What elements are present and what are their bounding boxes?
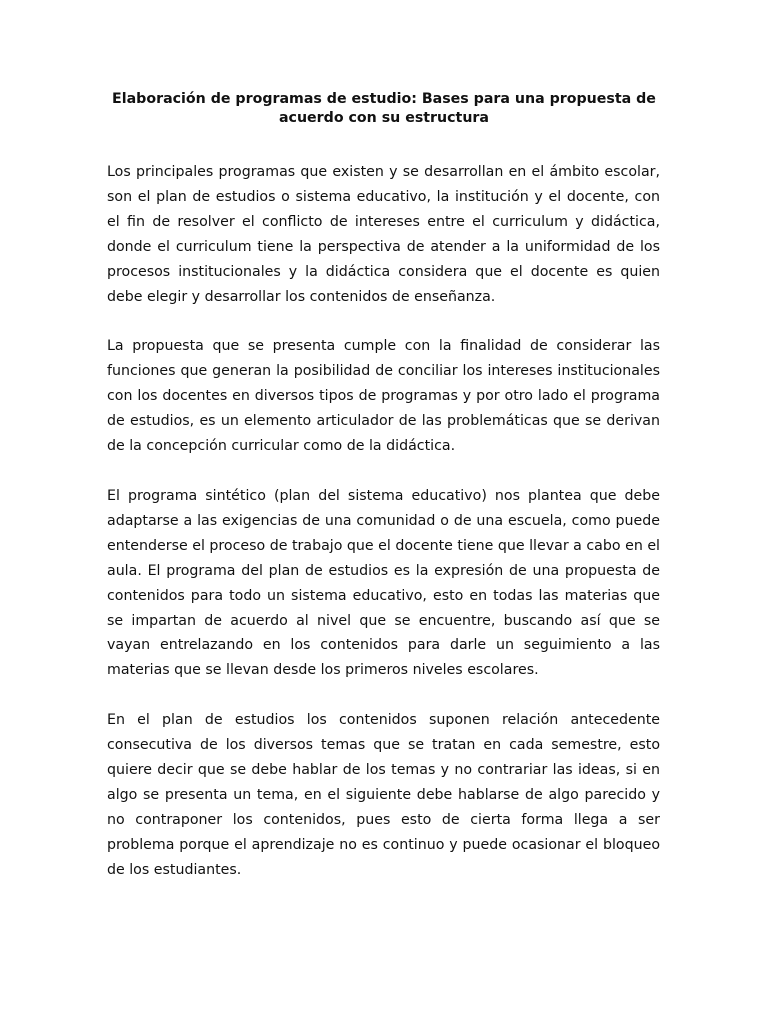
paragraph-1: Los principales programas que existen y se desarrollan en el ámbito escolar, son el plan de estudios o sistema educativo, la institución y el docente, con el fin de resolver el conflicto de intereses entre el curriculum y didáctica, donde el curriculum tiene la perspectiva de atender a la uniformidad de los procesos institucionales y la didáctica considera que el docente es quien debe elegir y desarrollar los contenidos de enseñanza.	[107, 164, 660, 305]
document-title: Elaboración de programas de estudio: Bases para una propuesta de acuerdo con su estructura	[112, 91, 656, 126]
paragraph-2: La propuesta que se presenta cumple con la finalidad de considerar las funciones que generan la posibilidad de conciliar los intereses institucionales con los docentes en diversos tipos de programas y por otro lado el programa de estudios, es un elemento articulador de las problemáticas que se derivan de la concepción curricular como de la didáctica.	[107, 338, 660, 455]
paragraph-4: En el plan de estudios los contenidos suponen relación antecedente consecutiva de los diversos temas que se tratan en cada semestre, esto quiere decir que se debe hablar de los temas y no contrariar las ideas, si en algo se presenta un tema, en el siguiente debe hablarse de algo parecido y no contraponer los contenidos, pues esto de cierta forma llega a ser problema porque el aprendizaje no es continuo y puede ocasionar el bloqueo de los estudiantes.	[107, 712, 660, 878]
document-body	[107, 160, 660, 908]
paragraph-3: El programa sintético (plan del sistema educativo) nos plantea que debe adaptarse a las exigencias de una comunidad o de una escuela, como puede entenderse el proceso de trabajo que el docente tiene que llevar a cabo en el aula. El programa del plan de estudios es la expresión de una propuesta de contenidos para todo un sistema educativo, esto en todas las materias que se impartan de acuerdo al nivel que se encuentre, buscando así que se vayan entrelazando en los contenidos para darle un seguimiento a las materias que se llevan desde los primeros niveles escolares.	[107, 487, 660, 679]
